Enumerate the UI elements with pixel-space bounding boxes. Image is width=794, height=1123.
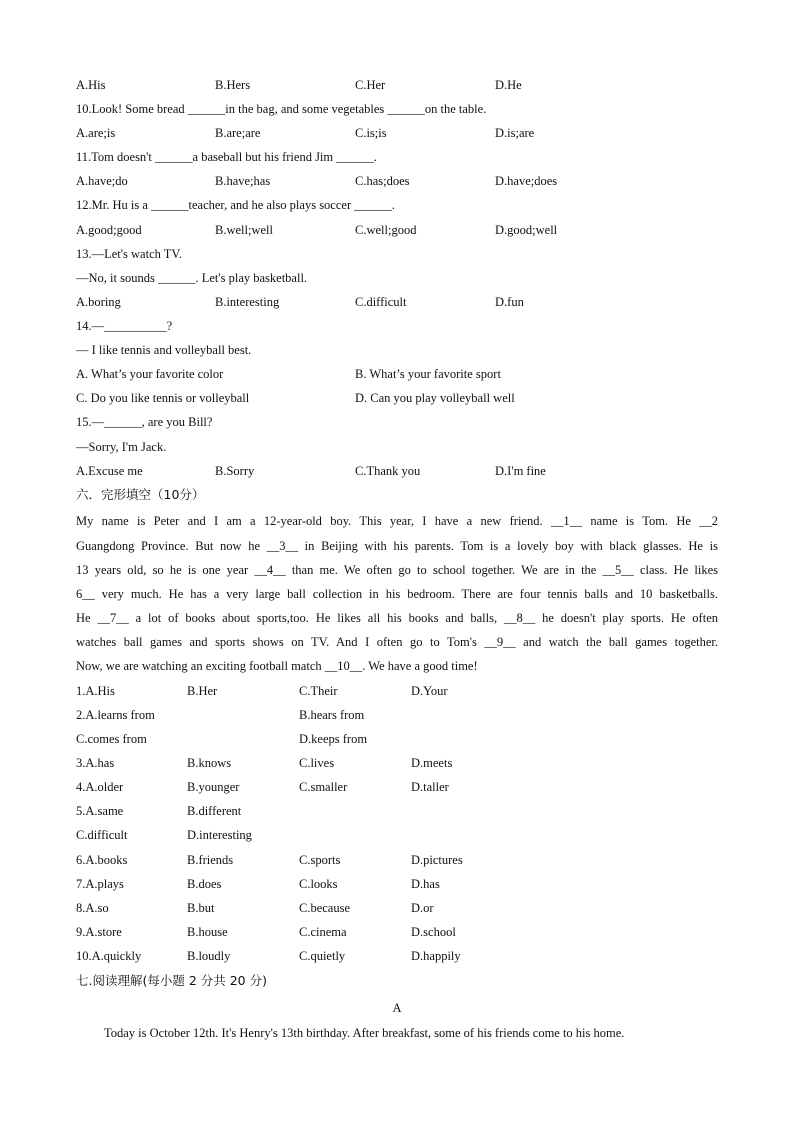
cloze-option: C.because	[299, 901, 351, 915]
passage-label: A	[392, 1001, 402, 1015]
cloze-option: 2.A.learns from	[76, 708, 155, 722]
option-b: B.Sorry	[215, 464, 255, 478]
cloze-option: C.sports	[299, 853, 341, 867]
option-a: A.have;do	[76, 174, 128, 188]
option-a: A.are;is	[76, 126, 116, 140]
option-c: C.is;is	[355, 126, 387, 140]
option-a: A.good;good	[76, 223, 142, 237]
option-b: B. What’s your favorite sport	[355, 367, 501, 381]
cloze-option: C.looks	[299, 877, 338, 891]
option-d: D.I'm fine	[495, 464, 546, 478]
cloze-option: B.does	[187, 877, 222, 891]
option-d: D.is;are	[495, 126, 535, 140]
cloze-option: C.smaller	[299, 780, 348, 794]
cloze-option: D.meets	[411, 756, 453, 770]
passage-line: My name is Peter and I am a 12-year-old boy. This year, I have a new friend. __1__ name is Tom. He __2	[76, 514, 718, 528]
option-b: B.are;are	[215, 126, 261, 140]
cloze-option: B.house	[187, 925, 228, 939]
cloze-option: B.Her	[187, 684, 218, 698]
cloze-option: D.interesting	[187, 828, 252, 842]
option-d: D.have;does	[495, 174, 558, 188]
cloze-option: C.Their	[299, 684, 338, 698]
option-c: C.difficult	[355, 295, 407, 309]
option-c: C.well;good	[355, 223, 417, 237]
passage-line: 13 years old, so he is one year __4__ than me. We often go to school together. We are in the __5__ class. He likes	[76, 563, 718, 577]
option-d: D.fun	[495, 295, 524, 309]
cloze-option: 5.A.same	[76, 804, 124, 818]
passage-line: He __7__ a lot of books about sports,too. He likes all his books and balls, __8__ he doesn't play sports. He often	[76, 611, 718, 625]
option-c: C.Her	[355, 78, 386, 92]
question-stem: 10.Look! Some bread ______in the bag, and some vegetables ______on the table.	[76, 102, 487, 116]
passage-line: watches ball games and sports shows on TV. And I often go to Tom's __9__ and watch the ball games together.	[76, 635, 718, 649]
option-a: A.Excuse me	[76, 464, 143, 478]
option-c: C. Do you like tennis or volleyball	[76, 391, 250, 405]
cloze-option: B.different	[187, 804, 242, 818]
option-d: D. Can you play volleyball well	[355, 391, 515, 405]
cloze-option: 8.A.so	[76, 901, 109, 915]
question-stem: 12.Mr. Hu is a ______teacher, and he also plays soccer ______.	[76, 198, 395, 212]
passage-line: Guangdong Province. But now he __3__ in Beijing with his parents. Tom is a lovely boy with black glasses. He is	[76, 539, 718, 553]
cloze-option: D.Your	[411, 684, 448, 698]
cloze-option: C.lives	[299, 756, 335, 770]
question-reply: —No, it sounds ______. Let's play basketball.	[76, 271, 308, 285]
cloze-option: B.knows	[187, 756, 232, 770]
option-b: B.well;well	[215, 223, 273, 237]
cloze-option: C.comes from	[76, 732, 147, 746]
cloze-option: 6.A.books	[76, 853, 128, 867]
cloze-option: D.pictures	[411, 853, 463, 867]
cloze-option: 3.A.has	[76, 756, 115, 770]
cloze-option: 9.A.store	[76, 925, 122, 939]
cloze-option: D.has	[411, 877, 440, 891]
cloze-option: 10.A.quickly	[76, 949, 142, 963]
passage-line: Today is October 12th. It's Henry's 13th birthday. After breakfast, some of his friends come to his home.	[104, 1026, 625, 1040]
cloze-option: B.friends	[187, 853, 234, 867]
section-heading: 七.阅读理解(每小题 2 分共 20 分)	[76, 973, 267, 988]
cloze-option: B.hears from	[299, 708, 365, 722]
section-heading: 六．完形填空（10分）	[76, 487, 205, 502]
option-c: C.Thank you	[355, 464, 421, 478]
passage-line: 6__ very much. He has a very large ball collection in his bedroom. There are four tennis balls and 10 basketballs.	[76, 587, 718, 601]
cloze-option: B.younger	[187, 780, 240, 794]
cloze-option: D.or	[411, 901, 434, 915]
option-b: B.Hers	[215, 78, 251, 92]
option-d: D.He	[495, 78, 522, 92]
question-stem: 13.—Let's watch TV.	[76, 247, 182, 261]
option-d: D.good;well	[495, 223, 558, 237]
cloze-option: C.quietly	[299, 949, 346, 963]
option-a: A. What’s your favorite color	[76, 367, 224, 381]
cloze-option: D.taller	[411, 780, 449, 794]
option-b: B.interesting	[215, 295, 280, 309]
cloze-option: D.keeps from	[299, 732, 368, 746]
cloze-option: B.but	[187, 901, 215, 915]
question-reply: — I like tennis and volleyball best.	[76, 343, 252, 357]
cloze-option: 4.A.older	[76, 780, 124, 794]
cloze-option: C.cinema	[299, 925, 347, 939]
option-a: A.His	[76, 78, 106, 92]
option-c: C.has;does	[355, 174, 410, 188]
question-stem: 11.Tom doesn't ______a baseball but his friend Jim ______.	[76, 150, 377, 164]
cloze-option: D.happily	[411, 949, 461, 963]
passage-line: Now, we are watching an exciting football match __10__. We have a good time!	[76, 659, 478, 673]
question-stem: 14.—__________?	[76, 319, 173, 333]
option-b: B.have;has	[215, 174, 271, 188]
cloze-option: 1.A.His	[76, 684, 115, 698]
cloze-option: B.loudly	[187, 949, 231, 963]
question-reply: —Sorry, I'm Jack.	[76, 440, 167, 454]
cloze-option: 7.A.plays	[76, 877, 124, 891]
cloze-option: D.school	[411, 925, 456, 939]
option-a: A.boring	[76, 295, 121, 309]
cloze-option: C.difficult	[76, 828, 128, 842]
question-stem: 15.—______, are you Bill?	[76, 415, 213, 429]
